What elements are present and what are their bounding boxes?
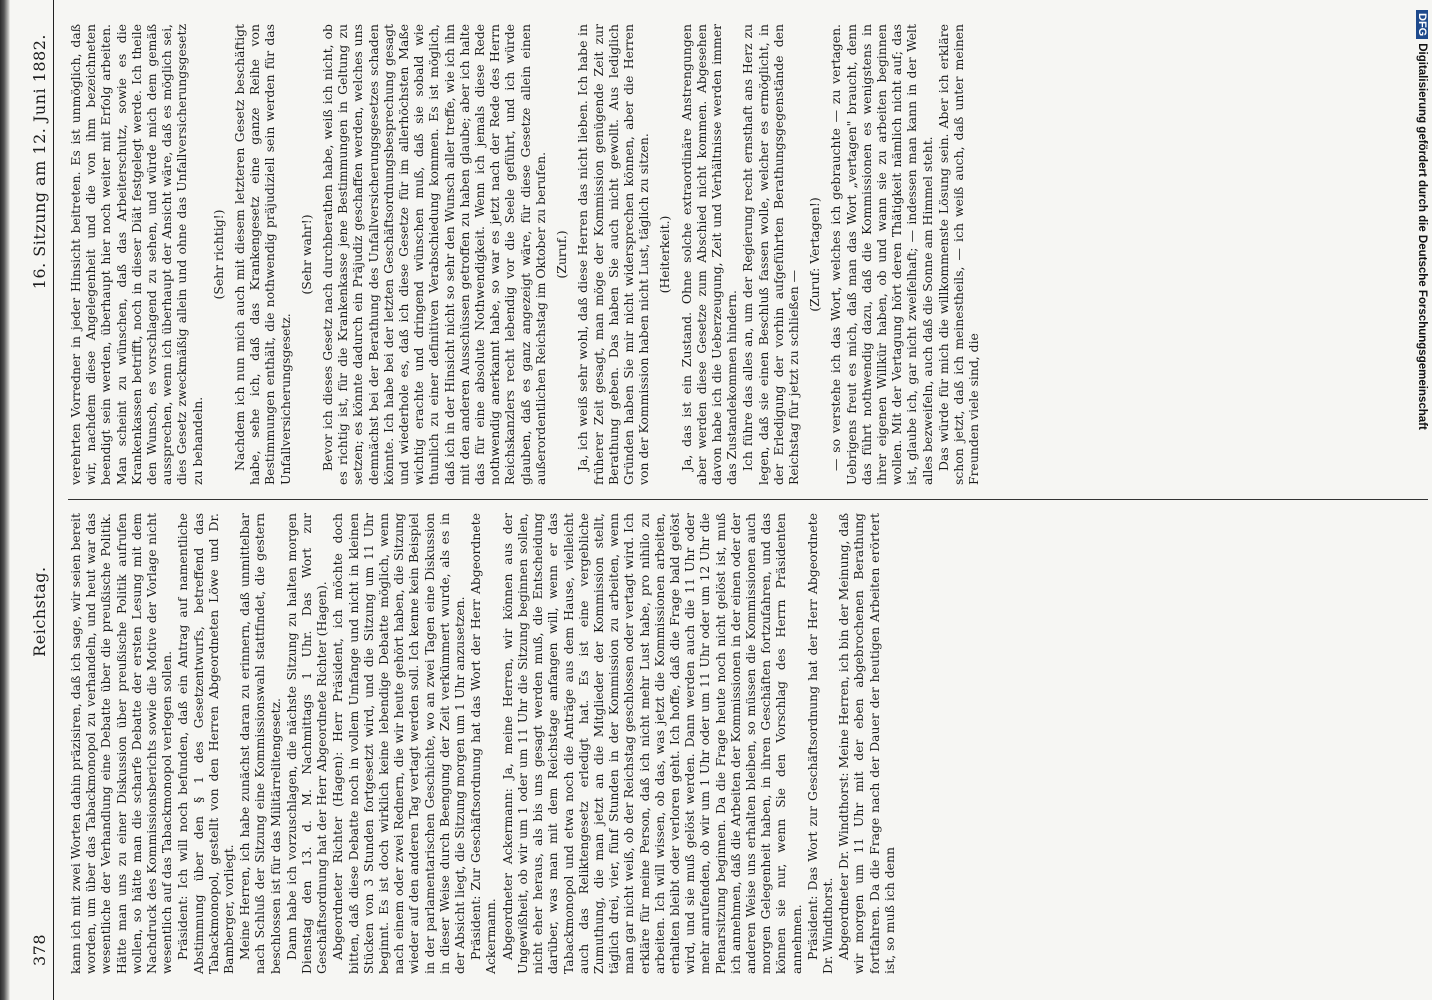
page-number: 378 bbox=[30, 933, 49, 966]
dfg-credit-text: Digitalisierung gefördert durch die Deutsche Forschungsgemeinschaft bbox=[1416, 43, 1428, 430]
digitization-credit bbox=[1410, 10, 1430, 610]
paragraph: Dann habe ich vorzuschlagen, die nächste Sitzung zu halten morgen Dienstag den 13. d. M. Nachmittags 1 Uhr. Das Wort zur Geschäftsordnung hat der Herr Abgeordnete Richter (Hagen). bbox=[283, 513, 330, 974]
rotated-newspaper-page bbox=[12, 0, 1407, 1000]
binding-edge bbox=[0, 0, 10, 1000]
page-header bbox=[26, 0, 54, 1000]
paragraph: Das würde für mich die willkommenste Lösung sein. Aber ich erkläre schon jetzt, daß ich meinestheils, — ich weiß auch, daß unter meinen Freunden viele sind, die bbox=[935, 24, 982, 485]
interjection: (Zuruf.) bbox=[554, 230, 570, 279]
header-right-title: 16. Sitzung am 12. Juni 1882. bbox=[30, 34, 49, 290]
paragraph: Bevor ich dieses Gesetz nach durchberathen habe, weiß ich nicht, ob es richtig ist, für die Krankenkasse jene Bestimmungen in Geltung zu setzen; es könnte dadurch ein Präjudiz geschaffen werden, welches uns demnächst bei der Berathung des Unfallversicherungsgesetzes schaden könnte. Ich habe bei der letzten Geschäftsordnungsbesprechung gesagt und wiederhole es, daß ich diese Gesetze für im allerhöchsten Maße wichtig erachte und dringend wünschen muß, daß sie sobald wie thunlich zu einer definitiven Verabschiedung kommen. Es ist möglich, daß ich in der Hinsicht nicht so sehr den Wunsch aller treffe, wie ich ihn mit den anderen Ausschüssen getroffen zu haben glaube; aber ich halte das für eine absolute Nothwendigkeit. Wenn ich jemals diese Rede nothwendig anerkannt habe, so war es jetzt nach der Rede des Herrn Reichskanzlers recht lebendig vor die Seele geführt, und ich würde glauben, daß es ganz angezeigt wäre, für diese Gesetze allein einen außerordentlichen Reichstag im Oktober zu berufen. bbox=[320, 24, 548, 485]
paragraph: verehrten Vorredner in jeder Hinsicht beitreten. Es ist unmöglich, daß wir, nachdem diese Angelegenheit und die von ihm bezeichneten beendigt sein werden, überhaupt hier noch weiter mit Erfolg arbeiten. Man scheint zu wünschen, daß das Arbeiterschutz, sowie es die Krankenkassen betrifft, noch in dieser Diät festgelegt werde. Ich theile den Wunsch, es vorschlagend zu sehen, und würde mich dem gemäß aussprechen, wenn ich überhaupt der Ansicht wäre, daß es möglich sei, dies Gesetz zweckmäßig allein und ohne das Unfallversicherungsgesetz zu behandeln. bbox=[68, 24, 205, 485]
text-column-right bbox=[68, 24, 1388, 485]
paragraph: Abgeordneter Richter (Hagen): Herr Präsident, ich möchte doch bitten, daß diese Debatte noch in vollem Umfange und nicht in kleinen Stücken von 3 Stunden fortgesetzt wird, und die Sitzung um 11 Uhr beginnt. Es ist doch wirklich keine lebendige Debatte möglich, wenn nach einem oder zwei Rednern, die wir heute gehört haben, die Sitzung wieder auf den anderen Tag vertagt werden soll. Ich kenne kein Beispiel in der parlamentarischen Geschichte, wo an zwei Tagen eine Diskussion in dieser Weise durch Beengung der Zeit verkümmert wurde, als es in der Absicht liegt, die Sitzung morgen um 1 Uhr anzusetzen. bbox=[330, 513, 468, 974]
paragraph: Abgeordneter Dr. Windthorst: Meine Herren, ich bin der Meinung, daß wir morgen um 11 Uhr mit der eben abgebrochenen Berathung fortfahren. Da die Frage nach der Dauer der heutigen Arbeiten erörtert ist, so muß ich denn bbox=[836, 513, 897, 974]
paragraph: Präsident: Das Wort zur Geschäftsordnung hat der Herr Abgeordnete Dr. Windthorst. bbox=[804, 513, 835, 974]
paragraph: — so verstehe ich das Wort, welches ich gebrauchte — zu vertagen. Uebrigens freut es mich, daß man das Wort „vertagen" braucht, denn das führt nothwendig dazu, daß die Kommissionen es wenigstens in ihrer eigenen Willkür haben, ob und wann sie zu arbeiten beginnen wollen. Mit der Vertagung hört deren Thätigkeit nämlich nicht auf; das ist, glaube ich, gar nicht zweifelhaft; — indessen man kann in der Welt alles bezweifeln, auch daß die Sonne am Himmel steht. bbox=[828, 24, 935, 485]
interjection: (Sehr richtig!) bbox=[210, 209, 226, 300]
paragraph: Präsident: Zur Geschäftsordnung hat das Wort der Herr Abgeordnete Ackermann. bbox=[468, 513, 499, 974]
paragraph: Ich führe das alles an, um der Regierung recht ernsthaft ans Herz zu legen, daß sie einen Beschluß fassen wolle, welcher es ermöglicht, in der Erledigung der vorhin aufgeführten Berathungsgegenstände den Reichstag für jetzt zu schließen — bbox=[740, 24, 801, 485]
interjection: (Heiterkeit.) bbox=[657, 215, 673, 294]
paragraph: Abgeordneter Ackermann: Ja, meine Herren, wir können aus der Ungewißheit, ob wir um 1 oder um 11 Uhr die Sitzung beginnen sollen, nicht eher heraus, als bis uns gesagt werden muß, die Entscheidung darüber, was man mit dem Reichstage anfangen will, wenn er das Tabackmonopol und etwa noch die Anträge aus dem Hause, vielleicht auch das Reliktengesetz erledigt hat. Es ist eine vergebliche Zumuthung, die man jetzt an die Mitglieder der Kommission stellt, täglich drei, vier, fünf Stunden in der Kommission zu arbeiten, wenn man gar nicht weiß, ob der Reichstag geschlossen oder vertagt wird. Ich erkläre für meine Person, daß ich nicht mehr Lust habe, pro nihilo zu arbeiten. Ich will wissen, ob das, was jetzt die Kommissionen arbeiten, erhalten bleibt oder verloren geht. Ich hoffe, daß die Frage bald gelöst wird, und sie muß gelöst werden. Dann werden auch die 11 Uhr oder mehr anrufenden, ob wir um 1 Uhr oder um 11 Uhr oder um 12 Uhr die Plenarsitzung beginnen. Da die Frage heute noch nicht gelöst ist, muß ich annehmen, daß die Arbeiten der Kommissionen in der einen oder der anderen Weise uns erhalten bleiben, so müssen die Kommissionen auch morgen Gelegenheit haben, in ihren Geschäften fortzufahren, und das können sie nur, wenn Sie den Vorschlag des Herrn Präsidenten annehmen. bbox=[499, 513, 804, 974]
text-column-left bbox=[68, 513, 1388, 974]
paragraph: Ja, das ist ein Zustand. Ohne solche extraordinäre Anstrengungen aber werden diese Gesetze zum Abschied nicht kommen. Abgesehen davon habe ich die Ueberzeugung, Zeit und Verhältnisse werden immer das Zustandekommen hindern. bbox=[678, 24, 740, 485]
paragraph: Nachdem ich nun mich auch mit diesem letzteren Gesetz beschäftigt habe, sehe ich, daß das Krankengesetz eine ganze Reihe von Bestimmungen enthält, die nothwendig präjudiziell sein werden für das Unfallversicherungsgesetz. bbox=[232, 24, 293, 485]
paragraph: kann ich mit zwei Worten dahin präzisiren, daß ich sage, wir seien bereit worden, um über das Tabackmonopol zu verhandeln, und heut war das wesentliche der Verhandlung eine Debatte über die preußische Politik. Hätte man uns zu einer Diskussion über preußische Politik aufrufen wollen, so hätte man die scharfe Debatte der ersten Lesung mit dem Nachdruck des Kommissionsberichts sowie die Motive der Vorlage nicht wesentlich auf das Tabackmonopol verlegen sollen. bbox=[68, 513, 175, 974]
paragraph: Präsident: Ich will noch befunden, daß ein Antrag auf namentliche Abstimmung über den § 1 des Gesetzentwurfs, betreffend das Tabackmonopol, gestellt von den Herren Abgeordneten Löwe und Dr. Bamberger, vorliegt. bbox=[175, 513, 237, 974]
interjection: (Sehr wahr!) bbox=[298, 214, 314, 295]
paragraph: Ja, ich weiß sehr wohl, daß diese Herren das nicht lieben. Ich habe in früherer Zeit gesagt, man möge der Kommission genügende Zeit zur Berathung geben. Das haben Sie auch nicht gewollt. Aus lediglich Gründen haben Sie mir nicht widersprechen können, aber die Herren von der Kommission haben nicht Lust, täglich zu sitzen. bbox=[575, 24, 652, 485]
header-left-title: Reichstag. bbox=[30, 566, 49, 657]
interjection: (Zuruf: Vertagen!) bbox=[807, 197, 823, 312]
dfg-logo-icon: DFG bbox=[1416, 10, 1428, 39]
text-columns bbox=[68, 24, 1388, 974]
paragraph: Meine Herren, ich habe zunächst daran zu erinnern, daß unmittelbar nach Schluß der Sitzung eine Kommissionswahl stattfindet, die gestern beschlossen ist für das Militärrelitengesetz. bbox=[237, 513, 283, 974]
